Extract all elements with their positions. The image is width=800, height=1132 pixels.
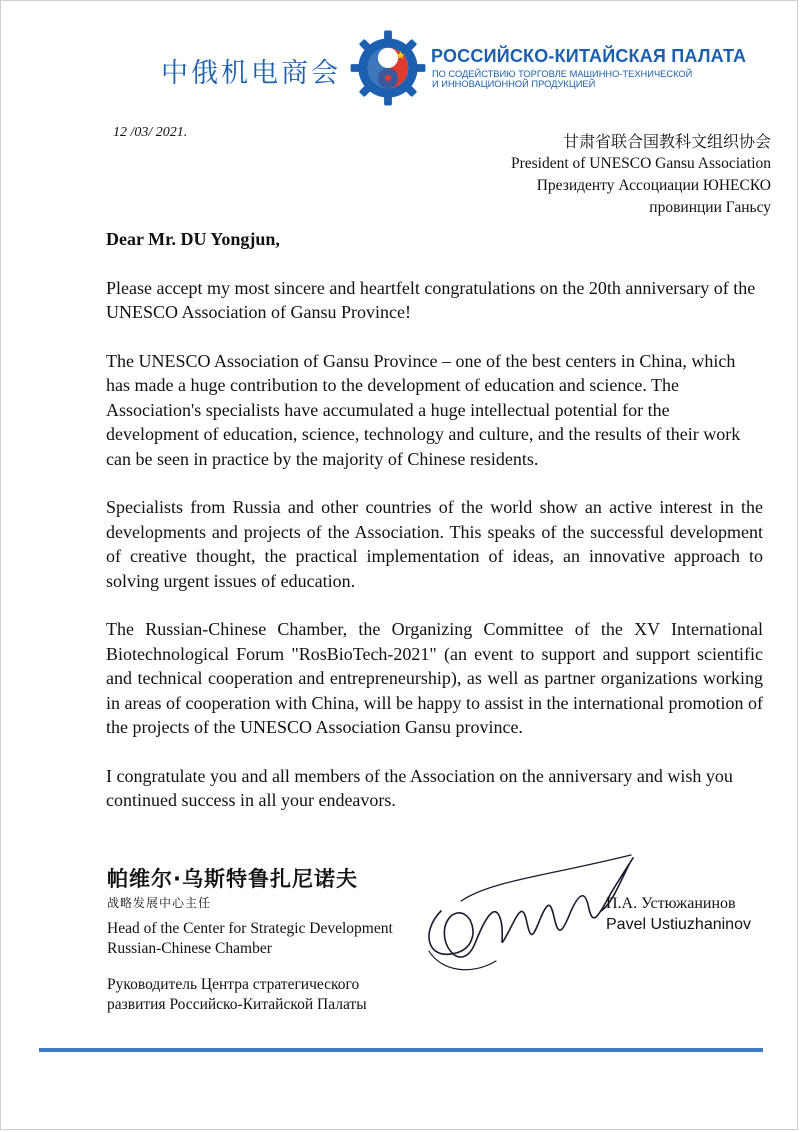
- role-en-line-1: Head of the Center for Strategic Development: [107, 920, 393, 937]
- recipient-russian-line-2: провинции Ганьсу: [649, 199, 771, 216]
- footer-divider: [39, 1048, 763, 1052]
- chamber-russian-title: РОССИЙСКО-КИТАЙСКАЯ ПАЛАТА: [431, 46, 747, 66]
- signer-name-block: [606, 893, 751, 935]
- paragraph-congratulations: Please accept my most sincere and heartfelt congratulations on the 20th anniversary of the UNESCO Association of Gansu Province!: [106, 277, 756, 322]
- signer-name-english: Pavel Ustiuzhaninov: [606, 916, 751, 933]
- chamber-chinese-name: 中俄机电商会: [161, 58, 341, 89]
- paragraph-association: The UNESCO Association of Gansu Province – one of the best centers in China, which has made a huge contribution to the development of education and science. The Association's specialists have accumulated a huge intellectual potential for the development of education, science, technology and culture, and the results of their work can be seen in practice by the majority of Chinese residents.: [106, 350, 741, 469]
- paragraph-specialists: Specialists from Russia and other countries of the world show an active interest in the developments and projects of the Association. This speaks of the successful development of creative thought, the practical implementation of ideas, an innovative approach to solving urgent issues of education.: [106, 497, 763, 591]
- letterhead: [1, 29, 800, 109]
- role-ru-line-1: Руководитель Центра стратегического: [107, 976, 360, 993]
- salutation: Dear Mr. DU Yongjun,: [106, 229, 280, 249]
- signer-chinese-title: 战略发展中心主任: [107, 896, 212, 910]
- recipient-russian-line-1: Президенту Ассоциации ЮНЕСКО: [536, 177, 771, 194]
- subtitle-line-1: ПО СОДЕЙСТВИЮ ТОРГОВЛЕ МАШИННО-ТЕХНИЧЕСКОЙ: [432, 69, 693, 79]
- signer-role-russian: [107, 975, 367, 1015]
- paragraph-closing: I congratulate you and all members of the Association on the anniversary and wish you continued success in all your endeavors.: [106, 765, 733, 810]
- chamber-russian-subtitle: [432, 69, 752, 89]
- recipient-chinese: 甘肃省联合国教科文组织协会: [562, 132, 771, 151]
- letter-body: [106, 227, 763, 837]
- gear-yin-yang-emblem-icon: [349, 29, 427, 107]
- role-ru-line-2: развития Российско-Китайской Палаты: [107, 996, 367, 1013]
- subtitle-line-2: И ИННОВАЦИОННОЙ ПРОДУКЦИЕЙ: [432, 79, 596, 89]
- letter-date: 12 /03/ 2021.: [113, 125, 188, 140]
- recipient-block: [511, 131, 771, 219]
- signer-role-english: [107, 919, 393, 959]
- signer-name-russian: П.А. Устюжанинов: [606, 895, 736, 912]
- recipient-english: President of UNESCO Gansu Association: [510, 155, 771, 172]
- paragraph-chamber: The Russian-Chinese Chamber, the Organizing Committee of the XV International Biotechnological Forum "RosBioTech-2021" (an event to support and support scientific and technical cooperation and entrepreneurship), as well as partner organizations working in areas of cooperation with China, will be happy to assist in the international promotion of the projects of the UNESCO Association Gansu province.: [106, 619, 763, 737]
- role-en-line-2: Russian-Chinese Chamber: [107, 940, 272, 957]
- signer-chinese-name: 帕维尔·乌斯特鲁扎尼诺夫: [107, 867, 358, 891]
